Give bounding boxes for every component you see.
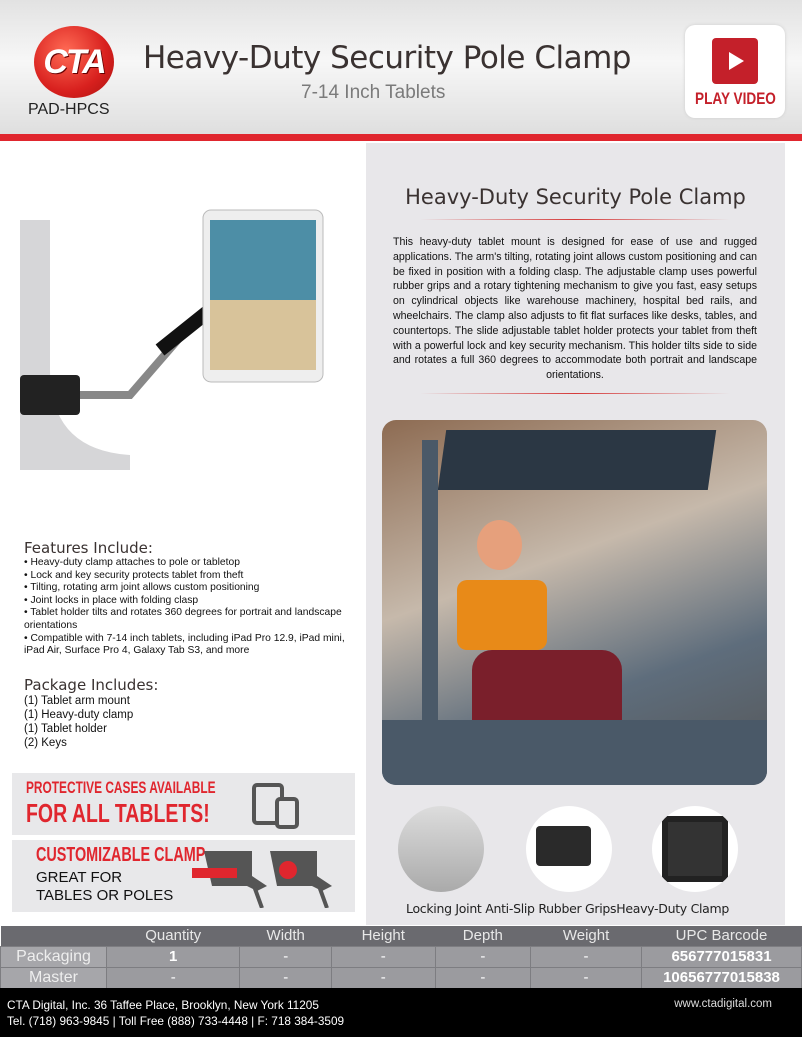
clamp-line2: GREAT FOR — [36, 869, 123, 886]
cta-logo — [34, 26, 114, 98]
clamp-line3: TABLES OR POLES — [36, 887, 174, 904]
package-title: Package Includes: — [24, 675, 159, 694]
product-image — [20, 200, 350, 470]
package-item: (2) Keys — [24, 736, 67, 749]
header-divider — [0, 134, 802, 141]
cell: - — [435, 967, 531, 988]
cases-line2: FOR ALL TABLETS! — [26, 798, 210, 828]
column-header: Quantity — [107, 926, 240, 946]
upc-cell: 656777015831 — [642, 946, 802, 967]
features-section — [24, 539, 359, 658]
play-video-button[interactable] — [685, 25, 785, 118]
website-link[interactable]: www.ctadigital.com — [674, 998, 772, 1010]
protective-cases-banner — [12, 773, 355, 835]
play-video-label: PLAY VIDEO — [695, 89, 776, 108]
feature-item: • Joint locks in place with folding clasp — [24, 594, 199, 606]
cell: - — [107, 967, 240, 988]
feature-item: • Lock and key security protects tablet from theft — [24, 569, 244, 581]
cell: - — [240, 967, 332, 988]
row-label: Master — [1, 967, 107, 988]
feature-item: • Tablet holder tilts and rotates 360 degrees for portrait and landscape orientations — [24, 607, 342, 631]
clamp-line1: CUSTOMIZABLE CLAMP — [36, 844, 206, 866]
cell: - — [531, 967, 642, 988]
divider — [420, 219, 730, 220]
description-title: Heavy-Duty Security Pole Clamp — [405, 185, 746, 209]
column-header: Depth — [435, 926, 531, 946]
table-row — [1, 967, 802, 988]
cell: - — [435, 946, 531, 967]
column-header: UPC Barcode — [642, 926, 802, 946]
row-label: Packaging — [1, 946, 107, 967]
package-item: (1) Tablet arm mount — [24, 694, 130, 707]
lists-section — [24, 539, 359, 750]
table-row — [1, 946, 802, 967]
table-header-row — [1, 926, 802, 946]
feature-item: • Heavy-duty clamp attaches to pole or tabletop — [24, 557, 240, 568]
logo-text: CTA — [43, 42, 105, 81]
cell: - — [531, 946, 642, 967]
page-subtitle: 7-14 Inch Tablets — [301, 82, 446, 103]
tablet-phone-icon — [252, 783, 302, 829]
cell: - — [331, 946, 435, 967]
clamp-illustration-icon — [192, 846, 342, 908]
package-item: (1) Tablet holder — [24, 722, 107, 735]
footer-address: CTA Digital, Inc. 36 Taffee Place, Brooklyn, New York 11205 — [7, 998, 319, 1012]
column-header: Height — [331, 926, 435, 946]
feature-item: • Compatible with 7-14 inch tablets, including iPad Pro 12.9, iPad mini, iPad Air, Surface Pro 4, Galaxy Tab S3, and more — [24, 632, 345, 657]
forklift-photo — [382, 420, 767, 785]
heavy-duty-clamp-image — [652, 806, 738, 892]
column-header: Weight — [531, 926, 642, 946]
page-title: Heavy-Duty Security Pole Clamp — [143, 40, 631, 76]
feature-item: • Tilting, rotating arm joint allows custom positioning — [24, 582, 260, 594]
customizable-clamp-banner — [12, 840, 355, 912]
footer — [0, 988, 802, 1037]
divider — [420, 393, 730, 394]
upc-cell: 10656777015838 — [642, 967, 802, 988]
play-icon — [712, 38, 758, 84]
cell: 1 — [107, 946, 240, 967]
cell: - — [240, 946, 332, 967]
column-header: Width — [240, 926, 332, 946]
cell: - — [331, 967, 435, 988]
footer-phone: Tel. (718) 963-9845 | Toll Free (888) 733-4448 | F: 718 384-3509 — [7, 1014, 345, 1028]
column-header — [1, 926, 107, 946]
description-body: This heavy-duty tablet mount is designed for ease of use and rugged applications. The arm's tilting, rotating joint allows custom positioning and can be fixed in position with a folding clasp. The adjustable clamp uses powerful rubber grips and a rotary tightening mechanism to give you fast, easy setups on cylindrical objects like warehouse machinery, hospital bed rails, and wheelchairs. The clamp also adjusts to fit flat surfaces like desks, tables, and countertops. The slide adjustable tablet holder protects your tablet from theft with a powerful lock and key security mechanism. This holder tilts side to side and rotates a full 360 degrees to accommodate both portrait and landscape orientations. — [393, 236, 757, 382]
package-section — [24, 676, 359, 750]
rubber-grips-image — [526, 806, 612, 892]
package-item: (1) Heavy-duty clamp — [24, 708, 134, 721]
features-title: Features Include: — [24, 539, 153, 557]
feature-captions: Locking Joint Anti-Slip Rubber GripsHeavy-Duty Clamp — [406, 901, 730, 916]
locking-joint-image — [398, 806, 484, 892]
cases-line1: PROTECTIVE CASES AVAILABLE — [26, 778, 216, 797]
sku: PAD-HPCS — [28, 101, 110, 118]
specs-table — [0, 926, 802, 989]
